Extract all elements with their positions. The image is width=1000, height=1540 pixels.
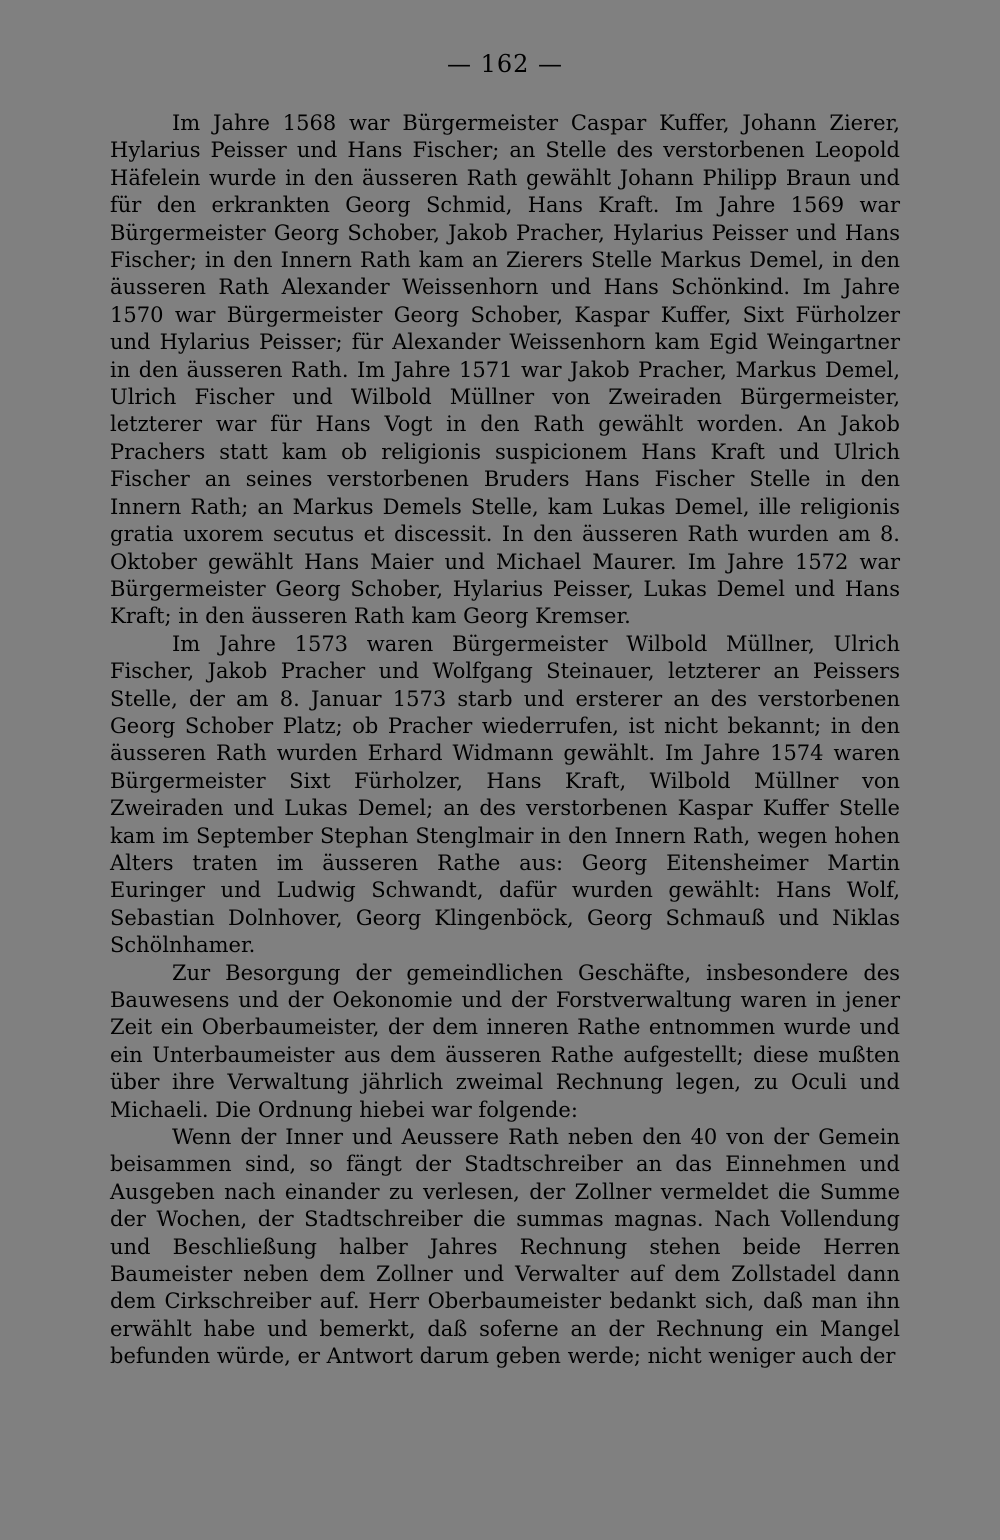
page-number: — 162 —	[446, 50, 564, 78]
paragraph-1: Im Jahre 1568 war Bürgermeister Caspar Kuffer, Johann Zierer, Hylarius Peisser und Hans Fischer; an Stelle des verstorbenen Leopold Häfelein wurde in den äusseren Rath gewählt Johann Philipp Braun und für den erkrankten Georg Schmid, Hans Kraft. Im Jahre 1569 war Bürgermeister Georg Schober, Jakob Pracher, Hylarius Peisser und Hans Fischer; in den Innern Rath kam an Zierers Stelle Markus Demel, in den äusseren Rath Alexander Weissenhorn und Hans Schönkind. Im Jahre 1570 war Bürgermeister Georg Schober, Kaspar Kuffer, Sixt Fürholzer und Hylarius Peisser; für Alexander Weissenhorn kam Egid Weingartner in den äusseren Rath. Im Jahre 1571 war Jakob Pracher, Markus Demel, Ulrich Fischer und Wilbold Müllner von Zweiraden Bürgermeister, letzterer war für Hans Vogt in den Rath gewählt worden. An Jakob Prachers statt kam ob religionis suspicionem Hans Kraft und Ulrich Fischer an seines verstorbenen Bruders Hans Fischer Stelle in den Innern Rath; an Markus Demels Stelle, kam Lukas Demel, ille religionis gratia uxorem secutus et discessit. In den äusseren Rath wurden am 8. Oktober gewählt Hans Maier und Michael Maurer. Im Jahre 1572 war Bürgermeister Georg Schober, Hylarius Peisser, Lukas Demel und Hans Kraft; in den äusseren Rath kam Georg Kremser.	[110, 111, 900, 629]
paragraph-4: Wenn der Inner und Aeussere Rath neben den 40 von der Gemein beisammen sind, so fängt der Stadtschreiber an das Einnehmen und Ausgeben nach einander zu verlesen, der Zollner vermeldet die Summe der Wochen, der Stadtschreiber die summas magnas. Nach Vollendung und Beschließung halber Jahres Rechnung stehen beide Herren Baumeister neben dem Zollner und Verwalter auf dem Zollstadel dann dem Cirkschreiber auf. Herr Oberbaumeister bedankt sich, daß man ihn erwählt habe und bemerkt, daß soferne an der Rechnung ein Mangel befunden würde, er Antwort darum geben werde; nicht weniger auch der	[110, 1125, 900, 1369]
paragraph-3: Zur Besorgung der gemeindlichen Geschäfte, insbesondere des Bauwesens und der Oekonomie und der Forstverwaltung waren in jener Zeit ein Oberbaumeister, der dem inneren Rathe entnommen wurde und ein Unterbaumeister aus dem äusseren Rathe aufgestellt; diese mußten über ihre Verwaltung jährlich zweimal Rechnung legen, zu Oculi und Michaeli. Die Ordnung hiebei war folgende:	[110, 960, 900, 1122]
paragraph-2: Im Jahre 1573 waren Bürgermeister Wilbold Müllner, Ulrich Fischer, Jakob Pracher und Wolfgang Steinauer, letzterer an Peissers Stelle, der am 8. Januar 1573 starb und ersterer an des verstorbenen Georg Schober Platz; ob Pracher wiederrufen, ist nicht bekannt; in den äusseren Rath wurden Erhard Widmann gewählt. Im Jahre 1574 waren Bürgermeister Sixt Fürholzer, Hans Kraft, Wilbold Müllner von Zweiraden und Lukas Demel; an des verstorbenen Kaspar Kuffer Stelle kam im September Stephan Stenglmair in den Innern Rath, wegen hohen Alters traten im äusseren Rathe aus: Georg Eitensheimer Martin Euringer und Ludwig Schwandt, dafür wurden gewählt: Hans Wolf, Sebastian Dolnhover, Georg Klingenböck, Georg Schmauß und Niklas Schölnhamer.	[110, 631, 900, 958]
